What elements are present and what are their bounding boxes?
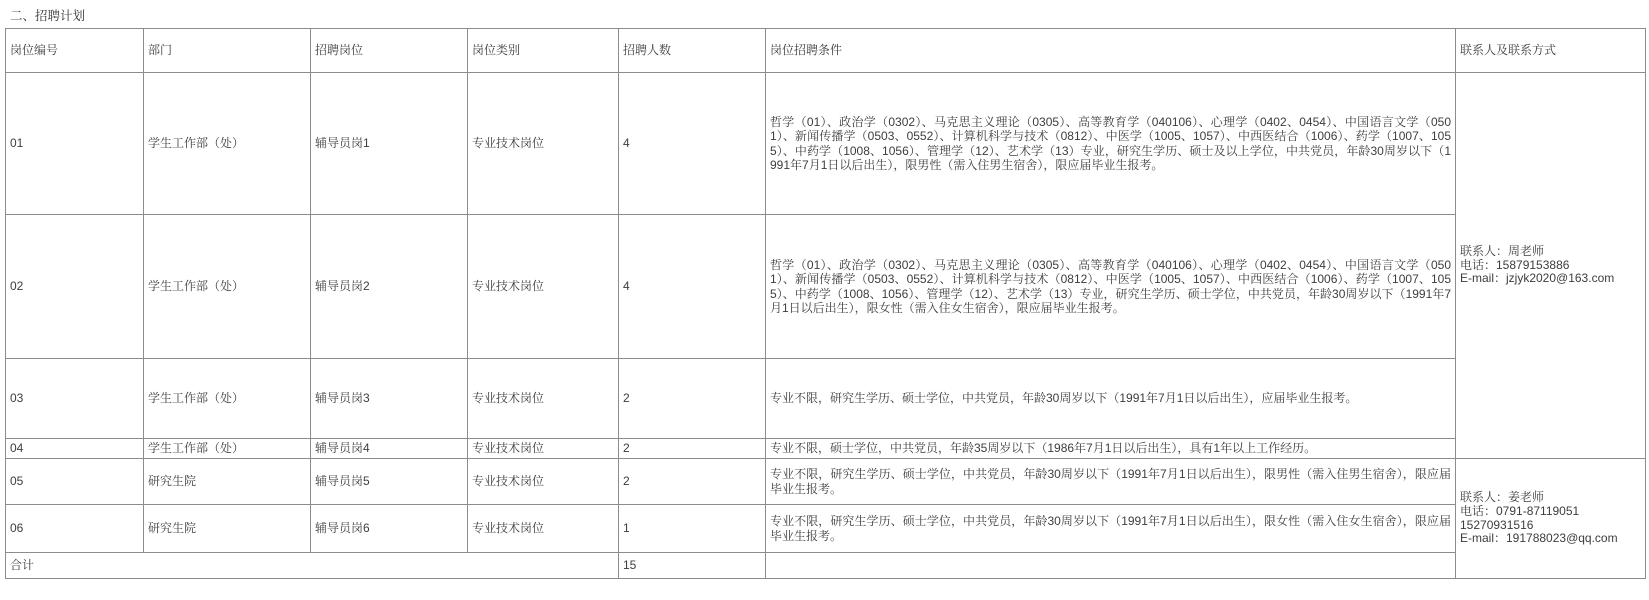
cell-position-id: 02 xyxy=(6,215,144,359)
cell-category: 专业技术岗位 xyxy=(468,215,619,359)
section-title: 二、招聘计划 xyxy=(10,9,86,23)
cell-headcount: 1 xyxy=(619,505,766,553)
total-row xyxy=(6,553,1646,579)
cell-headcount: 2 xyxy=(619,359,766,439)
cell-conditions: 专业不限，研究生学历、硕士学位，中共党员，年龄30周岁以下（1991年7月1日以后出生），应届毕业生报考。 xyxy=(766,359,1456,439)
cell-category: 专业技术岗位 xyxy=(468,73,619,215)
cell-position-id: 01 xyxy=(6,73,144,215)
cell-post: 辅导员岗5 xyxy=(311,459,468,505)
contact-phone: 电话：15879153886 xyxy=(1460,257,1570,272)
cell-category: 专业技术岗位 xyxy=(468,439,619,459)
cell-position-id: 05 xyxy=(6,459,144,505)
contact-phone: 电话：0791-87119051 xyxy=(1460,503,1580,518)
table-row xyxy=(6,215,1646,359)
col-header-position-id: 岗位编号 xyxy=(6,29,144,73)
col-header-contact: 联系人及联系方式 xyxy=(1456,29,1646,73)
cell-headcount: 2 xyxy=(619,459,766,505)
cell-conditions-empty xyxy=(766,553,1456,579)
cell-category: 专业技术岗位 xyxy=(468,459,619,505)
cell-department: 学生工作部（处） xyxy=(144,439,311,459)
col-header-department: 部门 xyxy=(144,29,311,73)
cell-position-id: 04 xyxy=(6,439,144,459)
cell-department: 学生工作部（处） xyxy=(144,73,311,215)
cell-position-id: 06 xyxy=(6,505,144,553)
contact-person: 联系人：周老师 xyxy=(1460,243,1545,258)
contact-phone-2: 15270931516 xyxy=(1460,517,1534,532)
cell-contact-student-affairs xyxy=(1456,73,1646,459)
cell-category: 专业技术岗位 xyxy=(468,505,619,553)
contact-email: E-mail：191788023@qq.com xyxy=(1460,531,1618,546)
table-row xyxy=(6,359,1646,439)
cell-department: 学生工作部（处） xyxy=(144,215,311,359)
cell-post: 辅导员岗2 xyxy=(311,215,468,359)
cell-post: 辅导员岗4 xyxy=(311,439,468,459)
recruitment-table xyxy=(5,28,1646,579)
cell-conditions: 专业不限，硕士学位，中共党员，年龄35周岁以下（1986年7月1日以后出生），具有1年以上工作经历。 xyxy=(766,439,1456,459)
contact-email: E-mail：jzjyk2020@163.com xyxy=(1460,271,1615,286)
cell-department: 学生工作部（处） xyxy=(144,359,311,439)
cell-contact-graduate-school xyxy=(1456,459,1646,579)
table-row xyxy=(6,439,1646,459)
table-row xyxy=(6,459,1646,505)
col-header-category: 岗位类别 xyxy=(468,29,619,73)
table-row xyxy=(6,505,1646,553)
cell-conditions: 专业不限，研究生学历、硕士学位，中共党员，年龄30周岁以下（1991年7月1日以后出生），限女性（需入住女生宿舍），限应届毕业生报考。 xyxy=(766,505,1456,553)
header-row xyxy=(6,29,1646,73)
cell-position-id: 03 xyxy=(6,359,144,439)
cell-post: 辅导员岗3 xyxy=(311,359,468,439)
cell-total-headcount: 15 xyxy=(619,553,766,579)
cell-post: 辅导员岗1 xyxy=(311,73,468,215)
cell-total-label: 合计 xyxy=(6,553,619,579)
cell-headcount: 2 xyxy=(619,439,766,459)
cell-department: 研究生院 xyxy=(144,505,311,553)
col-header-headcount: 招聘人数 xyxy=(619,29,766,73)
cell-department: 研究生院 xyxy=(144,459,311,505)
cell-conditions: 哲学（01）、政治学（0302）、马克思主义理论（0305）、高等教育学（040106）、心理学（0402、0454）、中国语言文学（0501）、新闻传播学（0503、0552）、计算机科学与技术（0812）、中医学（1005、1057）、中西医结合（1006）、药学（1007、1055）、中药学（1008、1056）、管理学（12）、艺术学（13）专业，研究生学历、硕士及以上学位，中共党员，年龄30周岁以下（1991年7月1日以后出生），限男性（需入住男生宿舍），限应届毕业生报考。 xyxy=(766,73,1456,215)
contact-person: 联系人：姜老师 xyxy=(1460,489,1545,504)
cell-headcount: 4 xyxy=(619,73,766,215)
cell-category: 专业技术岗位 xyxy=(468,359,619,439)
cell-conditions: 专业不限，研究生学历、硕士学位，中共党员，年龄30周岁以下（1991年7月1日以后出生），限男性（需入住男生宿舍），限应届毕业生报考。 xyxy=(766,459,1456,505)
cell-conditions: 哲学（01）、政治学（0302）、马克思主义理论（0305）、高等教育学（040106）、心理学（0402、0454）、中国语言文学（0501）、新闻传播学（0503、0552）、计算机科学与技术（0812）、中医学（1005、1057）、中西医结合（1006）、药学（1007、1055）、中药学（1008、1056）、管理学（12）、艺术学（13）专业，研究生学历、硕士学位，中共党员，年龄30周岁以下（1991年7月1日以后出生），限女性（需入住女生宿舍），限应届毕业生报考。 xyxy=(766,215,1456,359)
table-row xyxy=(6,73,1646,215)
cell-headcount: 4 xyxy=(619,215,766,359)
col-header-post: 招聘岗位 xyxy=(311,29,468,73)
cell-post: 辅导员岗6 xyxy=(311,505,468,553)
col-header-conditions: 岗位招聘条件 xyxy=(766,29,1456,73)
